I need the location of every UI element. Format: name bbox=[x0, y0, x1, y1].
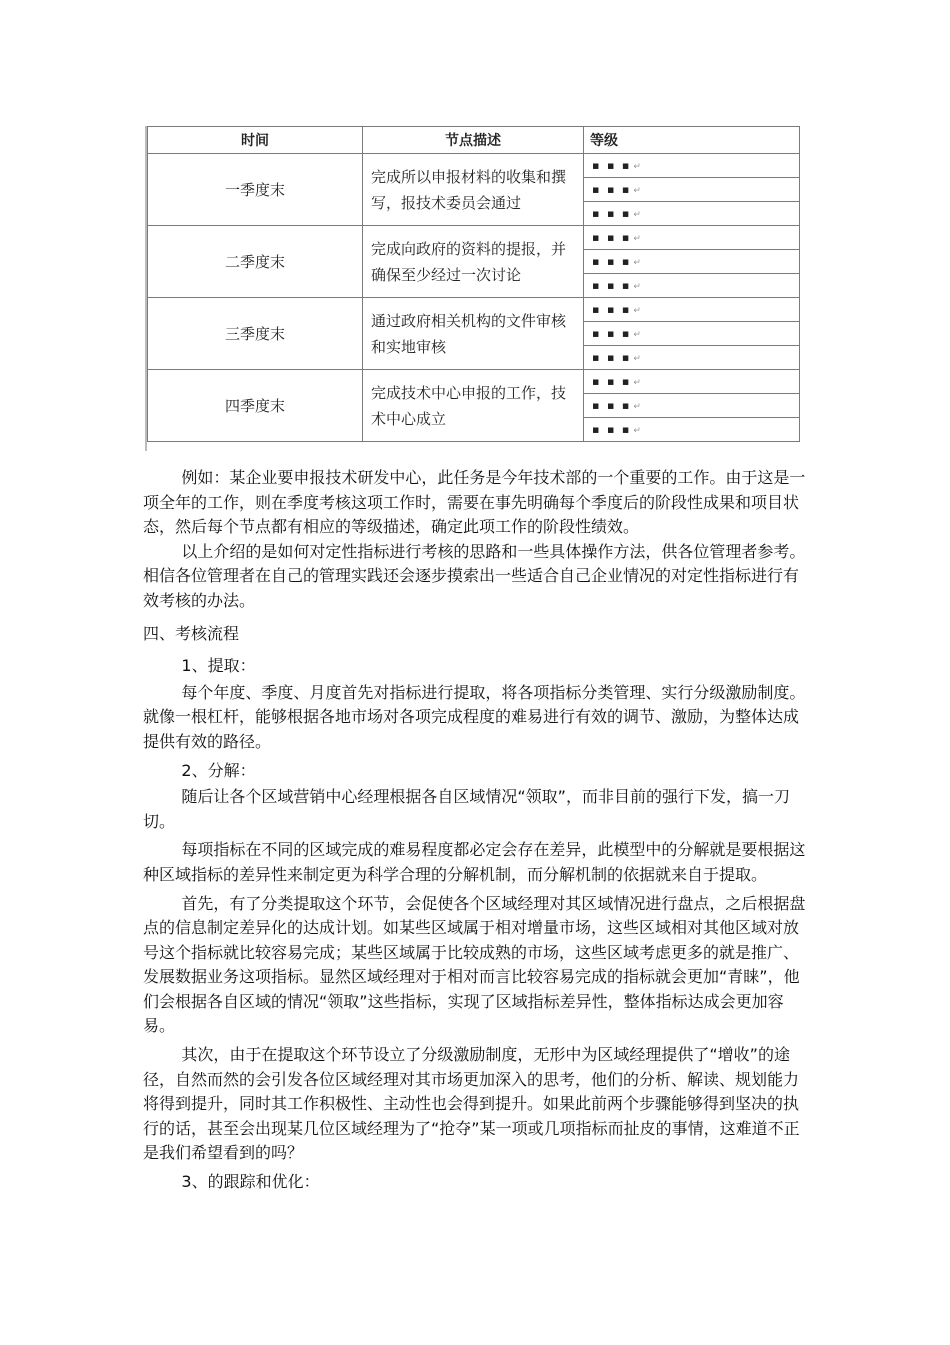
grade-level: ▪ ▪ ▪ bbox=[592, 159, 632, 172]
grade-cell bbox=[584, 226, 800, 250]
grade-level: ▪ ▪ ▪ bbox=[592, 399, 632, 412]
table-row bbox=[148, 154, 800, 178]
paragraph-mark-icon: ↵ bbox=[633, 354, 643, 364]
grade-level: ▪ ▪ ▪ bbox=[592, 279, 632, 292]
grade-cell bbox=[584, 370, 800, 394]
grade-level: ▪ ▪ ▪ bbox=[592, 255, 632, 268]
paragraph-mark-icon: ↵ bbox=[633, 234, 643, 244]
grade-cell bbox=[584, 394, 800, 418]
grade-cell bbox=[584, 202, 800, 226]
paragraph-first: 首先，有了分类提取这个环节，会促使各个区域经理对其区域情况进行盘点，之后根据盘点的信息制定差异化的达成计划。如某些区域属于相对增量市场，这些区域相对其他区域对放号这个指标就比较容易完成；某些区域属于比较成熟的市场，这些区域考虑更多的就是推广、发展数据业务这项指标。显然区域经理对于相对而言比较容易完成的指标就会更加“青睐”，他们会根据各自区域的情况“领取”这些指标，实现了区域指标差异性，整体指标达成会更加容易。 bbox=[143, 893, 806, 1036]
paragraph-mark-icon: ↵ bbox=[633, 258, 643, 268]
paragraph-mark-icon: ↵ bbox=[633, 330, 643, 340]
row-desc: 完成技术中心申报的工作，技术中心成立 bbox=[363, 370, 584, 442]
paragraph-claim: 随后让各个区域营销中心经理根据各自区域情况“领取”，而非目前的强行下发，搞一刀切。 bbox=[143, 787, 790, 831]
paragraph-mark-icon: ↵ bbox=[633, 306, 643, 316]
milestone-table bbox=[147, 126, 800, 442]
paragraph-mark-icon: ↵ bbox=[633, 282, 643, 292]
table-row bbox=[148, 298, 800, 322]
grade-level: ▪ ▪ ▪ bbox=[592, 327, 632, 340]
table-header-row bbox=[148, 127, 800, 154]
paragraph-mark-icon: ↵ bbox=[633, 426, 643, 436]
grade-cell bbox=[584, 178, 800, 202]
row-time: 二季度末 bbox=[148, 226, 363, 298]
paragraph-mark-icon: ↵ bbox=[633, 210, 643, 220]
grade-cell bbox=[584, 274, 800, 298]
paragraph-example: 例如：某企业要申报技术研发中心，此任务是今年技术部的一个重要的工作。由于这是一项全年的工作，则在季度考核这项工作时，需要在事先明确每个季度后的阶段性成果和项目状态，然后每个节点都有相应的等级描述，确定此项工作的阶段性绩效。 bbox=[143, 468, 806, 537]
subheading-extract: 1、提取： bbox=[181, 656, 256, 676]
paragraph-summary: 以上介绍的是如何对定性指标进行考核的思路和一些具体操作方法，供各位管理者参考。相信各位管理者在自己的管理实践还会逐步摸索出一些适合自己企业情况的对定性指标进行有效考核的办法。 bbox=[143, 541, 806, 610]
row-desc: 完成向政府的资料的提报，并确保至少经过一次讨论 bbox=[363, 226, 584, 298]
grade-cell bbox=[584, 418, 800, 442]
paragraph-extract: 每个年度、季度、月度首先对指标进行提取，将各项指标分类管理、实行分级激励制度。就像一根杠杆，能够根据各地市场对各项完成程度的难易进行有效的调节、激励，为整体达成提供有效的路径。 bbox=[143, 682, 806, 751]
row-desc: 完成所以申报材料的收集和撰写，报技术委员会通过 bbox=[363, 154, 584, 226]
section-heading: 四、考核流程 bbox=[143, 623, 240, 643]
grade-cell bbox=[584, 346, 800, 370]
row-time: 一季度末 bbox=[148, 154, 363, 226]
subheading-track: 3、的跟踪和优化： bbox=[181, 1172, 320, 1192]
row-desc: 通过政府相关机构的文件审核和实地审核 bbox=[363, 298, 584, 370]
header-time: 时间 bbox=[148, 127, 363, 154]
grade-level: ▪ ▪ ▪ bbox=[592, 207, 632, 220]
table-row bbox=[148, 370, 800, 394]
header-desc: 节点描述 bbox=[363, 127, 584, 154]
paragraph-mark-icon: ↵ bbox=[633, 378, 643, 388]
grade-level: ▪ ▪ ▪ bbox=[592, 351, 632, 364]
grade-level: ▪ ▪ ▪ bbox=[592, 423, 632, 436]
milestone-table-image bbox=[147, 126, 805, 451]
grade-cell bbox=[584, 154, 800, 178]
grade-level: ▪ ▪ ▪ bbox=[592, 375, 632, 388]
grade-cell bbox=[584, 322, 800, 346]
subheading-decompose: 2、分解： bbox=[181, 760, 256, 780]
header-grade: 等级 bbox=[584, 127, 800, 154]
table-edge bbox=[145, 126, 147, 451]
table-row bbox=[148, 226, 800, 250]
grade-level: ▪ ▪ ▪ bbox=[592, 231, 632, 244]
paragraph-mark-icon: ↵ bbox=[633, 402, 643, 412]
grade-cell bbox=[584, 298, 800, 322]
grade-cell bbox=[584, 250, 800, 274]
grade-level: ▪ ▪ ▪ bbox=[592, 183, 632, 196]
grade-level: ▪ ▪ ▪ bbox=[592, 303, 632, 316]
paragraph-mark-icon: ↵ bbox=[633, 162, 643, 172]
paragraph-mark-icon: ↵ bbox=[633, 186, 643, 196]
row-time: 三季度末 bbox=[148, 298, 363, 370]
paragraph-second: 其次，由于在提取这个环节设立了分级激励制度，无形中为区域经理提供了“增收”的途径，自然而然的会引发各位区域经理对其市场更加深入的思考，他们的分析、解读、规划能力将得到提升，同时其工作积极性、主动性也会得到提升。如果此前两个步骤能够得到坚决的执行的话，甚至会出现某几位区域经理为了“抢夺”某一项或几项指标而扯皮的事情，这难道不正是我们希望看到的吗？ bbox=[143, 1045, 800, 1163]
row-time: 四季度末 bbox=[148, 370, 363, 442]
body-text bbox=[143, 466, 813, 1195]
paragraph-difference: 每项指标在不同的区域完成的难易程度都必定会存在差异，此模型中的分解就是要根据这种区域指标的差异性来制定更为科学合理的分解机制，而分解机制的依据就来自于提取。 bbox=[143, 840, 806, 884]
